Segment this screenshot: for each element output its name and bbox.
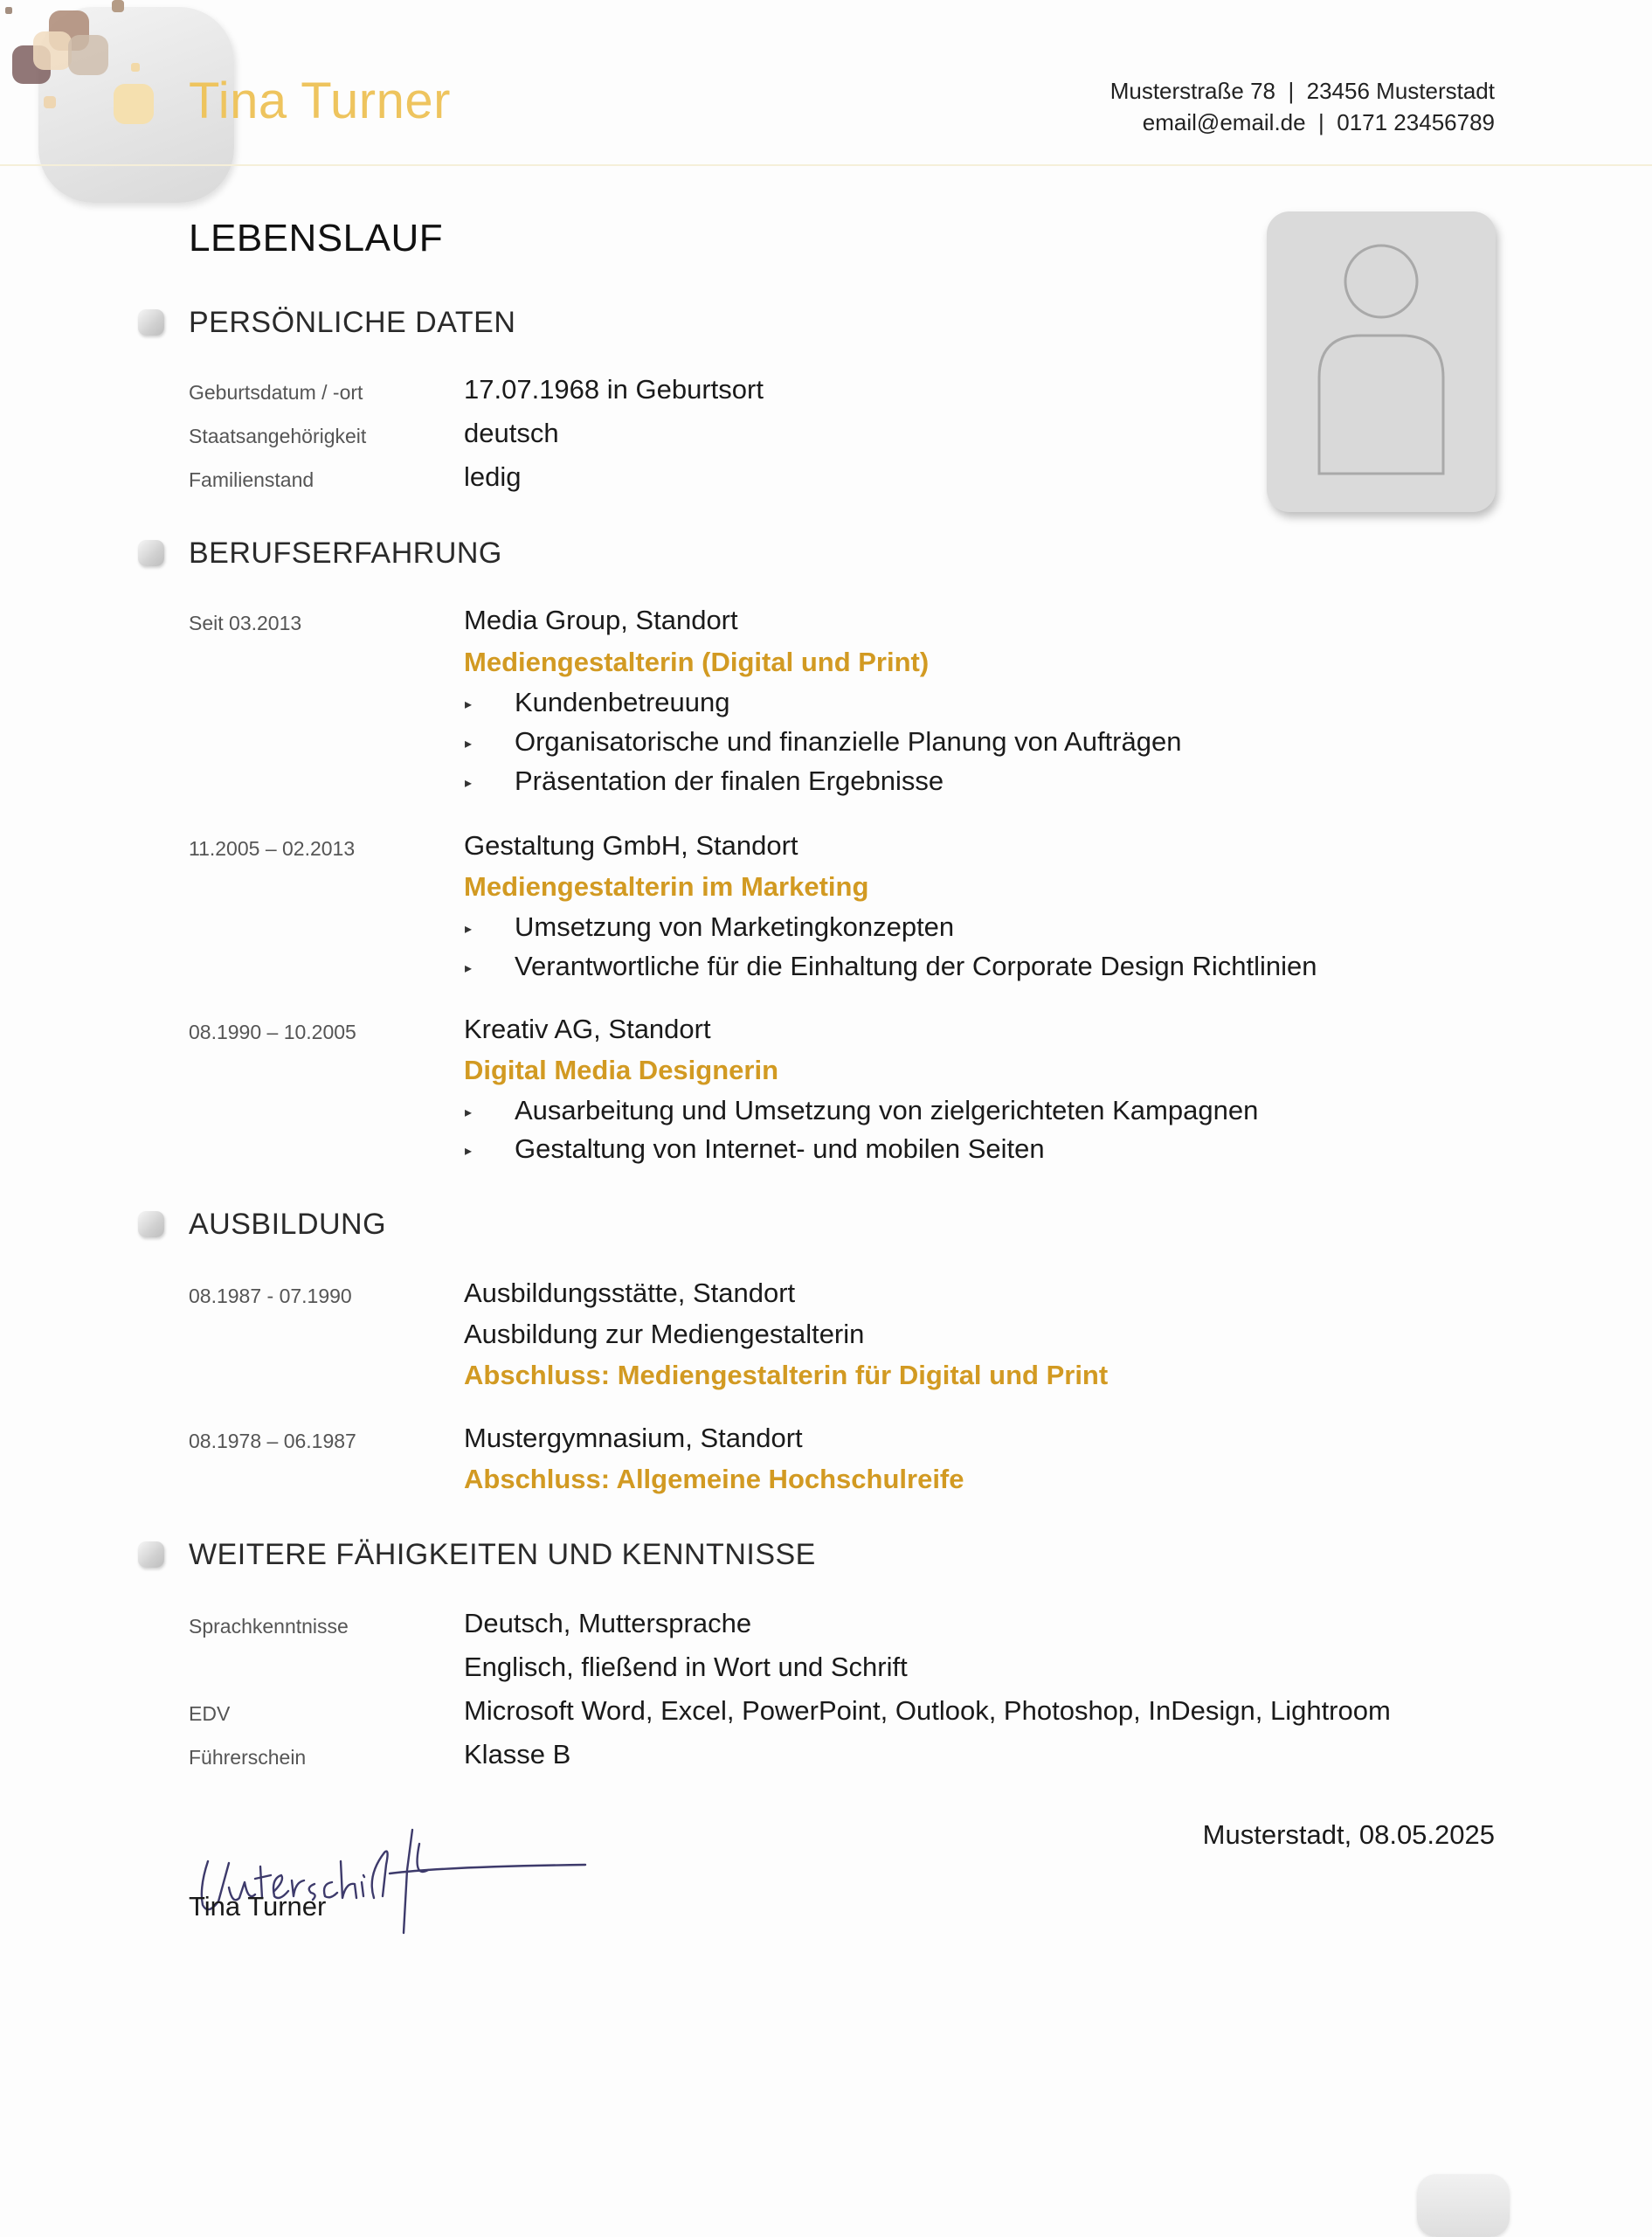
job-role: Digital Media Designerin xyxy=(464,1055,779,1085)
applicant-name: Tina Turner xyxy=(189,73,451,129)
value-birth: 17.07.1968 in Geburtsort xyxy=(464,374,764,405)
job-task: Gestaltung von Internet- und mobilen Seiten xyxy=(515,1133,1045,1164)
bullet-arrow-icon: ▸ xyxy=(465,961,473,976)
value-marital-status: ledig xyxy=(464,461,522,492)
job-task: Verantwortliche für die Einhaltung der Corporate Design Richtlinien xyxy=(515,951,1317,981)
section-title-experience: BERUFSERFAHRUNG xyxy=(189,537,502,570)
bullet-arrow-icon: ▸ xyxy=(465,1105,473,1120)
job-role: Mediengestalterin im Marketing xyxy=(464,871,869,902)
label-marital-status: Familienstand xyxy=(189,468,315,491)
label-birth: Geburtsdatum / -ort xyxy=(189,381,363,404)
job-period: 11.2005 – 02.2013 xyxy=(189,837,356,860)
value-license: Klasse B xyxy=(464,1739,571,1770)
signature-name: Tina Turner xyxy=(189,1891,327,1922)
date-place: Musterstadt, 08.05.2025 xyxy=(1202,1819,1495,1850)
label-it: EDV xyxy=(189,1702,231,1725)
job-period: 08.1990 – 10.2005 xyxy=(189,1021,356,1043)
bullet-arrow-icon: ▸ xyxy=(465,1144,473,1159)
job-role: Mediengestalterin (Digital und Print) xyxy=(464,647,930,677)
value-language: Englisch, fließend in Wort und Schrift xyxy=(464,1652,908,1682)
label-license: Führerschein xyxy=(189,1746,307,1769)
job-company: Kreativ AG, Standort xyxy=(464,1014,711,1044)
job-task: Umsetzung von Marketingkonzepten xyxy=(515,911,955,942)
education-degree: Abschluss: Allgemeine Hochschulreife xyxy=(464,1464,964,1494)
education-place: Mustergymnasium, Standort xyxy=(464,1423,803,1453)
job-period: Seit 03.2013 xyxy=(189,612,302,634)
bullet-arrow-icon: ▸ xyxy=(465,922,473,937)
value-it: Microsoft Word, Excel, PowerPoint, Outlook, Photoshop, InDesign, Lightroom xyxy=(464,1695,1391,1726)
job-task: Organisatorische und finanzielle Planung von Aufträgen xyxy=(515,726,1182,757)
address: Musterstraße 78 | 23456 Musterstadt xyxy=(1109,78,1495,104)
value-language: Deutsch, Muttersprache xyxy=(464,1608,752,1638)
header-divider xyxy=(0,164,1652,166)
footer-decoration xyxy=(1417,2174,1510,2237)
section-bullet xyxy=(138,1541,164,1568)
job-task: Kundenbetreuung xyxy=(515,687,730,717)
label-nationality: Staatsangehörigkeit xyxy=(189,425,367,447)
section-bullet xyxy=(138,540,164,566)
bullet-arrow-icon: ▸ xyxy=(465,776,473,791)
label-languages: Sprachkenntnisse xyxy=(189,1615,349,1638)
job-task: Präsentation der finalen Ergebnisse xyxy=(515,765,944,796)
section-title-skills: WEITERE FÄHIGKEITEN UND KENNTNISSE xyxy=(189,1538,816,1571)
education-degree: Abschluss: Mediengestalterin für Digital und Print xyxy=(464,1360,1109,1390)
education-period: 08.1987 - 07.1990 xyxy=(189,1285,352,1307)
document-title: LEBENSLAUF xyxy=(189,217,444,260)
contact-block xyxy=(1110,75,1495,138)
photo-placeholder xyxy=(1267,211,1496,512)
email-phone: email@email.de | 0171 23456789 xyxy=(1142,109,1495,135)
education-period: 08.1978 – 06.1987 xyxy=(189,1430,356,1452)
section-bullet xyxy=(138,1211,164,1237)
bullet-arrow-icon: ▸ xyxy=(465,697,473,712)
person-silhouette-icon xyxy=(1267,211,1496,512)
job-task: Ausarbeitung und Umsetzung von zielgerichteten Kampagnen xyxy=(515,1095,1259,1125)
section-bullet xyxy=(138,309,164,336)
section-title-personal: PERSÖNLICHE DATEN xyxy=(189,306,516,339)
bullet-arrow-icon: ▸ xyxy=(465,737,473,751)
job-company: Media Group, Standort xyxy=(464,605,738,635)
education-place: Ausbildungsstätte, Standort xyxy=(464,1278,796,1308)
education-detail: Ausbildung zur Mediengestalterin xyxy=(464,1319,865,1349)
value-nationality: deutsch xyxy=(464,418,559,448)
section-title-education: AUSBILDUNG xyxy=(189,1208,387,1241)
job-company: Gestaltung GmbH, Standort xyxy=(464,830,798,861)
